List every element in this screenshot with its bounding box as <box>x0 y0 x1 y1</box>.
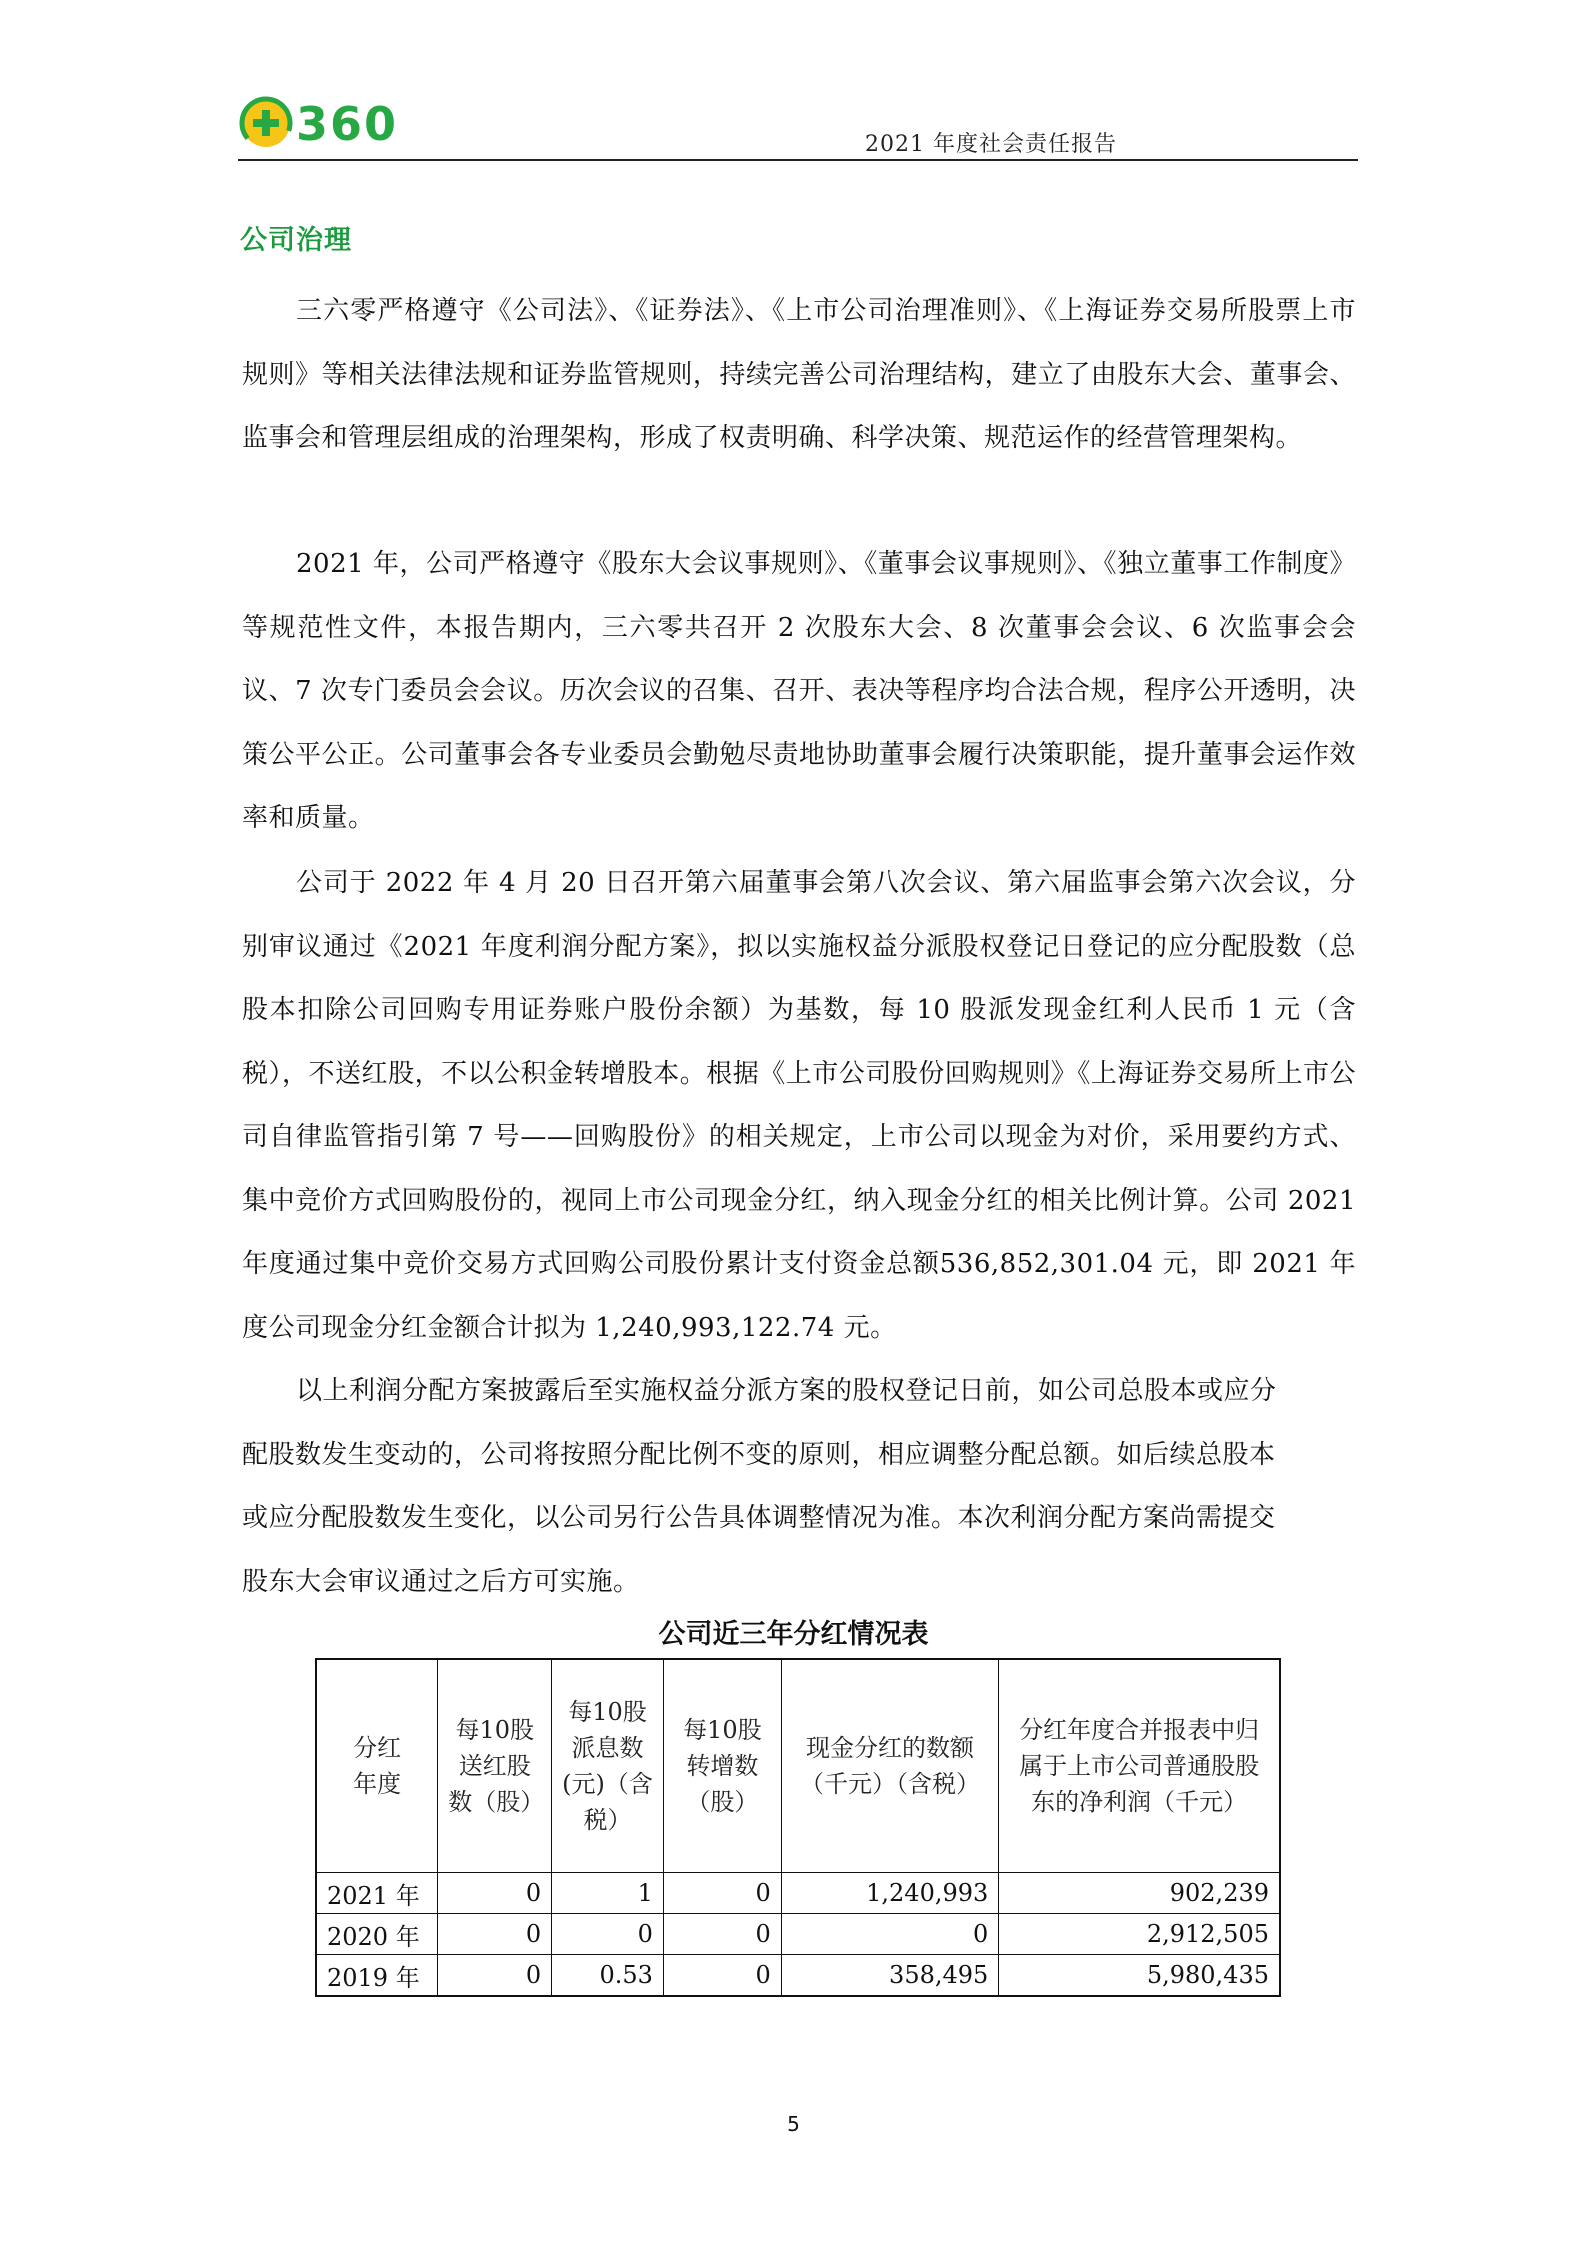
col-header-conversion: 每10股转增数（股） <box>663 1659 781 1873</box>
cell-net-profit: 2,912,505 <box>999 1914 1280 1955</box>
cell-bonus-shares: 0 <box>438 1914 552 1955</box>
cell-year: 2021 年 <box>316 1873 438 1914</box>
page-number: 5 <box>787 2112 800 2136</box>
paragraph-governance-structure: 三六零严格遵守《公司法》、《证券法》、《上市公司治理准则》、《上海证券交易所股票上市规则》等相关法律法规和证券监管规则，持续完善公司治理结构，建立了由股东大会、董事会、监事会和管理层组成的治理架构，形成了权责明确、科学决策、规范运作的经营管理架构。 <box>242 296 1356 453</box>
table-row <box>316 1914 1280 1955</box>
cell-bonus-shares: 0 <box>438 1955 552 1997</box>
table-title: 公司近三年分红情况表 <box>658 1619 929 1650</box>
paragraph-profit-distribution: 公司于 2022 年 4 月 20 日召开第六届董事会第八次会议、第六届监事会第六次会议，分别审议通过《2021 年度利润分配方案》，拟以实施权益分派股权登记日登记的应分配股数（总股本扣除公司回购专用证券账户股份余额）为基数，每 10 股派发现金红利人民币 1 元（含税），不送红股，不以公积金转增股本。根据《上市公司股份回购规则》《上海证券交易所上市公司自律监管指引第 7 号——回购股份》的相关规定，上市公司以现金为对价，采用要约方式、集中竞价方式回购股份的，视同上市公司现金分红，纳入现金分红的相关比例计算。公司 2021 年度通过集中竞价交易方式回购公司股份累计支付资金总额536,852,301.04 元，即 2021 年度公司现金分红金额合计拟为 1,240,993,122.74 元。 <box>242 868 1356 1343</box>
cell-net-profit: 902,239 <box>999 1873 1280 1914</box>
report-title: 2021 年度社会责任报告 <box>865 132 1117 157</box>
col-header-bonus-shares: 每10股送红股数（股） <box>438 1659 552 1873</box>
cell-cash-dividend: 1,240,993 <box>781 1873 999 1914</box>
cell-dividend-per-10: 0.53 <box>552 1955 664 1997</box>
dividend-table <box>315 1658 1281 1997</box>
table-row <box>316 1873 1280 1914</box>
table-row <box>316 1955 1280 1997</box>
cell-cash-dividend: 0 <box>781 1914 999 1955</box>
cell-dividend-per-10: 1 <box>552 1873 664 1914</box>
col-header-cash-dividend: 现金分红的数额（千元）（含税） <box>781 1659 999 1873</box>
paragraph-meetings-2021: 2021 年，公司严格遵守《股东大会议事规则》、《董事会议事规则》、《独立董事工作制度》等规范性文件，本报告期内，三六零共召开 2 次股东大会、8 次董事会会议、6 次监事会会议、7 次专门委员会会议。历次会议的召集、召开、表决等程序均合法合规，程序公开透明，决策公平公正。公司董事会各专业委员会勤勉尽责地协助董事会履行决策职能，提升董事会运作效率和质量。 <box>242 549 1356 833</box>
col-header-year: 分红年度 <box>316 1659 438 1873</box>
header-divider <box>238 159 1358 161</box>
cell-year: 2019 年 <box>316 1955 438 1997</box>
logo-text: 360 <box>296 97 399 151</box>
cell-net-profit: 5,980,435 <box>999 1955 1280 1997</box>
col-header-net-profit: 分红年度合并报表中归属于上市公司普通股股东的净利润（千元） <box>999 1659 1280 1873</box>
company-logo <box>238 95 428 151</box>
table-header-row <box>316 1659 1280 1873</box>
cell-cash-dividend: 358,495 <box>781 1955 999 1997</box>
cell-year: 2020 年 <box>316 1914 438 1955</box>
cell-dividend-per-10: 0 <box>552 1914 664 1955</box>
cell-conversion: 0 <box>663 1955 781 1997</box>
col-header-dividend-per-10: 每10股派息数(元)（含税） <box>552 1659 664 1873</box>
section-heading: 公司治理 <box>240 225 352 256</box>
cell-bonus-shares: 0 <box>438 1873 552 1914</box>
paragraph-adjustment-note: 以上利润分配方案披露后至实施权益分派方案的股权登记日前，如公司总股本或应分配股数发生变动的，公司将按照分配比例不变的原则，相应调整分配总额。如后续总股本或应分配股数发生变化，以公司另行公告具体调整情况为准。本次利润分配方案尚需提交股东大会审议通过之后方可实施。 <box>242 1376 1277 1597</box>
cell-conversion: 0 <box>663 1914 781 1955</box>
cell-conversion: 0 <box>663 1873 781 1914</box>
